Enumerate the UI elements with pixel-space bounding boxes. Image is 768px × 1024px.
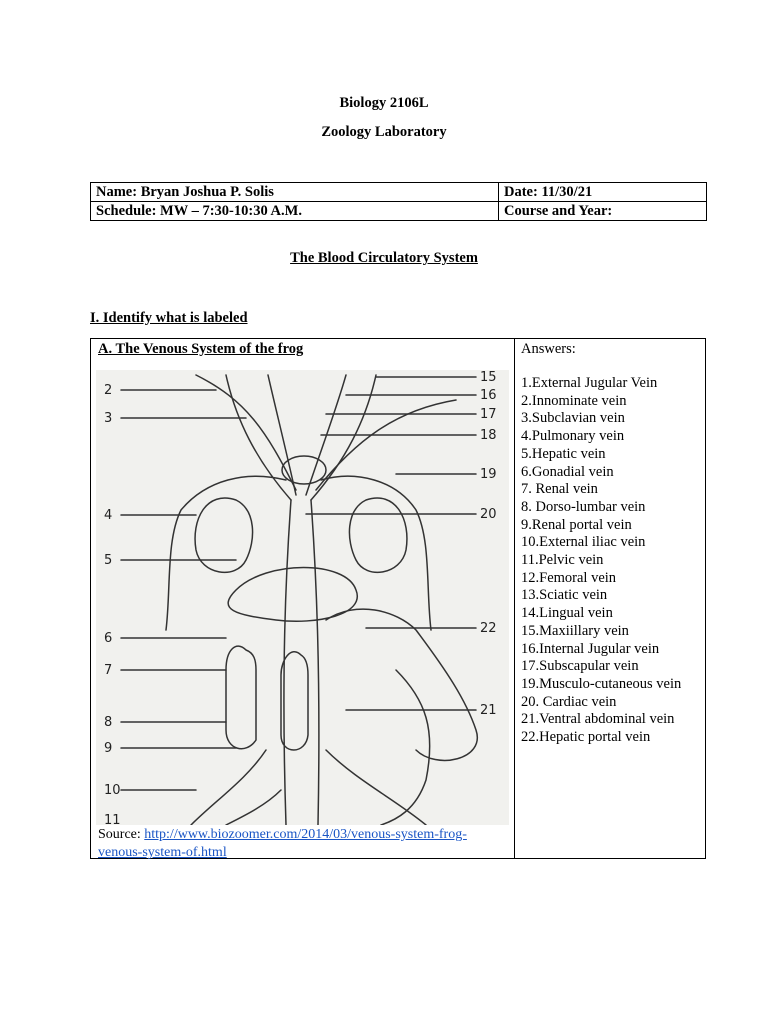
part-a-title: A. The Venous System of the frog [98, 341, 304, 357]
figure-label-right: 20 [480, 507, 497, 522]
student-name: Name: Bryan Joshua P. Solis [91, 183, 499, 202]
answer-item: 10.External iliac vein [521, 534, 646, 551]
answers-list [521, 375, 681, 747]
figure-label-left: 10 [104, 783, 121, 798]
answer-item: 13.Sciatic vein [521, 587, 608, 604]
frog-venous-system-diagram [96, 370, 509, 825]
answer-item: 5.Hepatic vein [521, 445, 606, 462]
document-title: The Blood Circulatory System [290, 250, 478, 266]
answer-item: 17.Subscapular vein [521, 658, 639, 675]
course-code: Biology 2106L [339, 95, 429, 111]
figure-label-left: 8 [104, 715, 113, 730]
answer-item: 12.Femoral vein [521, 569, 617, 586]
student-info-table [90, 182, 707, 221]
section-heading: I. Identify what is labeled [90, 310, 248, 326]
answers-heading: Answers: [521, 341, 576, 357]
figure-label-left: 5 [104, 553, 113, 568]
figure-label-right: 18 [480, 428, 497, 443]
figure-label-right: 16 [480, 388, 497, 403]
figure-label-left: 3 [104, 411, 113, 426]
answer-item: 4.Pulmonary vein [521, 428, 625, 445]
answer-item: 3.Subclavian vein [521, 410, 625, 427]
figure-label-left: 6 [104, 631, 113, 646]
answer-item: 1.External Jugular Vein [521, 375, 658, 391]
answer-item: 6.Gonadial vein [521, 463, 614, 480]
date-cell: Date: 11/30/21 [499, 183, 707, 202]
answer-item: 9.Renal portal vein [521, 516, 632, 533]
answer-item: 20. Cardiac vein [521, 693, 617, 710]
source-prefix: Source: [98, 827, 145, 842]
answer-item: 16.Internal Jugular vein [521, 640, 660, 657]
figure-label-right: 17 [480, 407, 497, 422]
figure-label-left: 2 [104, 383, 113, 398]
answer-item: 21.Ventral abdominal vein [521, 711, 675, 728]
figure-label-left: 9 [104, 741, 113, 756]
answer-item: 15.Maxiillary vein [521, 622, 629, 639]
figure-label-right: 15 [480, 370, 497, 385]
figure-label-left: 11 [104, 813, 121, 825]
answer-item: 11.Pelvic vein [521, 552, 604, 569]
figure-label-left: 4 [104, 508, 113, 523]
identification-table [90, 338, 706, 859]
source-link[interactable]: http://www.biozoomer.com/2014/03/venous-system-frog-venous-system-of.html [98, 827, 467, 860]
answer-item: 22.Hepatic portal vein [521, 729, 651, 746]
figure-label-right: 19 [480, 467, 497, 482]
column-divider [514, 339, 515, 858]
answer-item: 7. Renal vein [521, 481, 598, 498]
answer-item: 19.Musculo-cutaneous vein [521, 675, 682, 692]
diagram-svg [96, 370, 509, 825]
answer-item: 14.Lingual vein [521, 605, 613, 622]
course-year-cell: Course and Year: [499, 202, 707, 221]
figure-label-left: 7 [104, 663, 113, 678]
figure-label-right: 22 [480, 621, 497, 636]
answer-item: 8. Dorso-lumbar vein [521, 498, 646, 515]
lab-name: Zoology Laboratory [321, 124, 447, 140]
figure-source [98, 826, 508, 862]
answer-item: 2.Innominate vein [521, 392, 627, 409]
figure-label-right: 21 [480, 703, 497, 718]
schedule-cell: Schedule: MW – 7:30-10:30 A.M. [91, 202, 499, 221]
